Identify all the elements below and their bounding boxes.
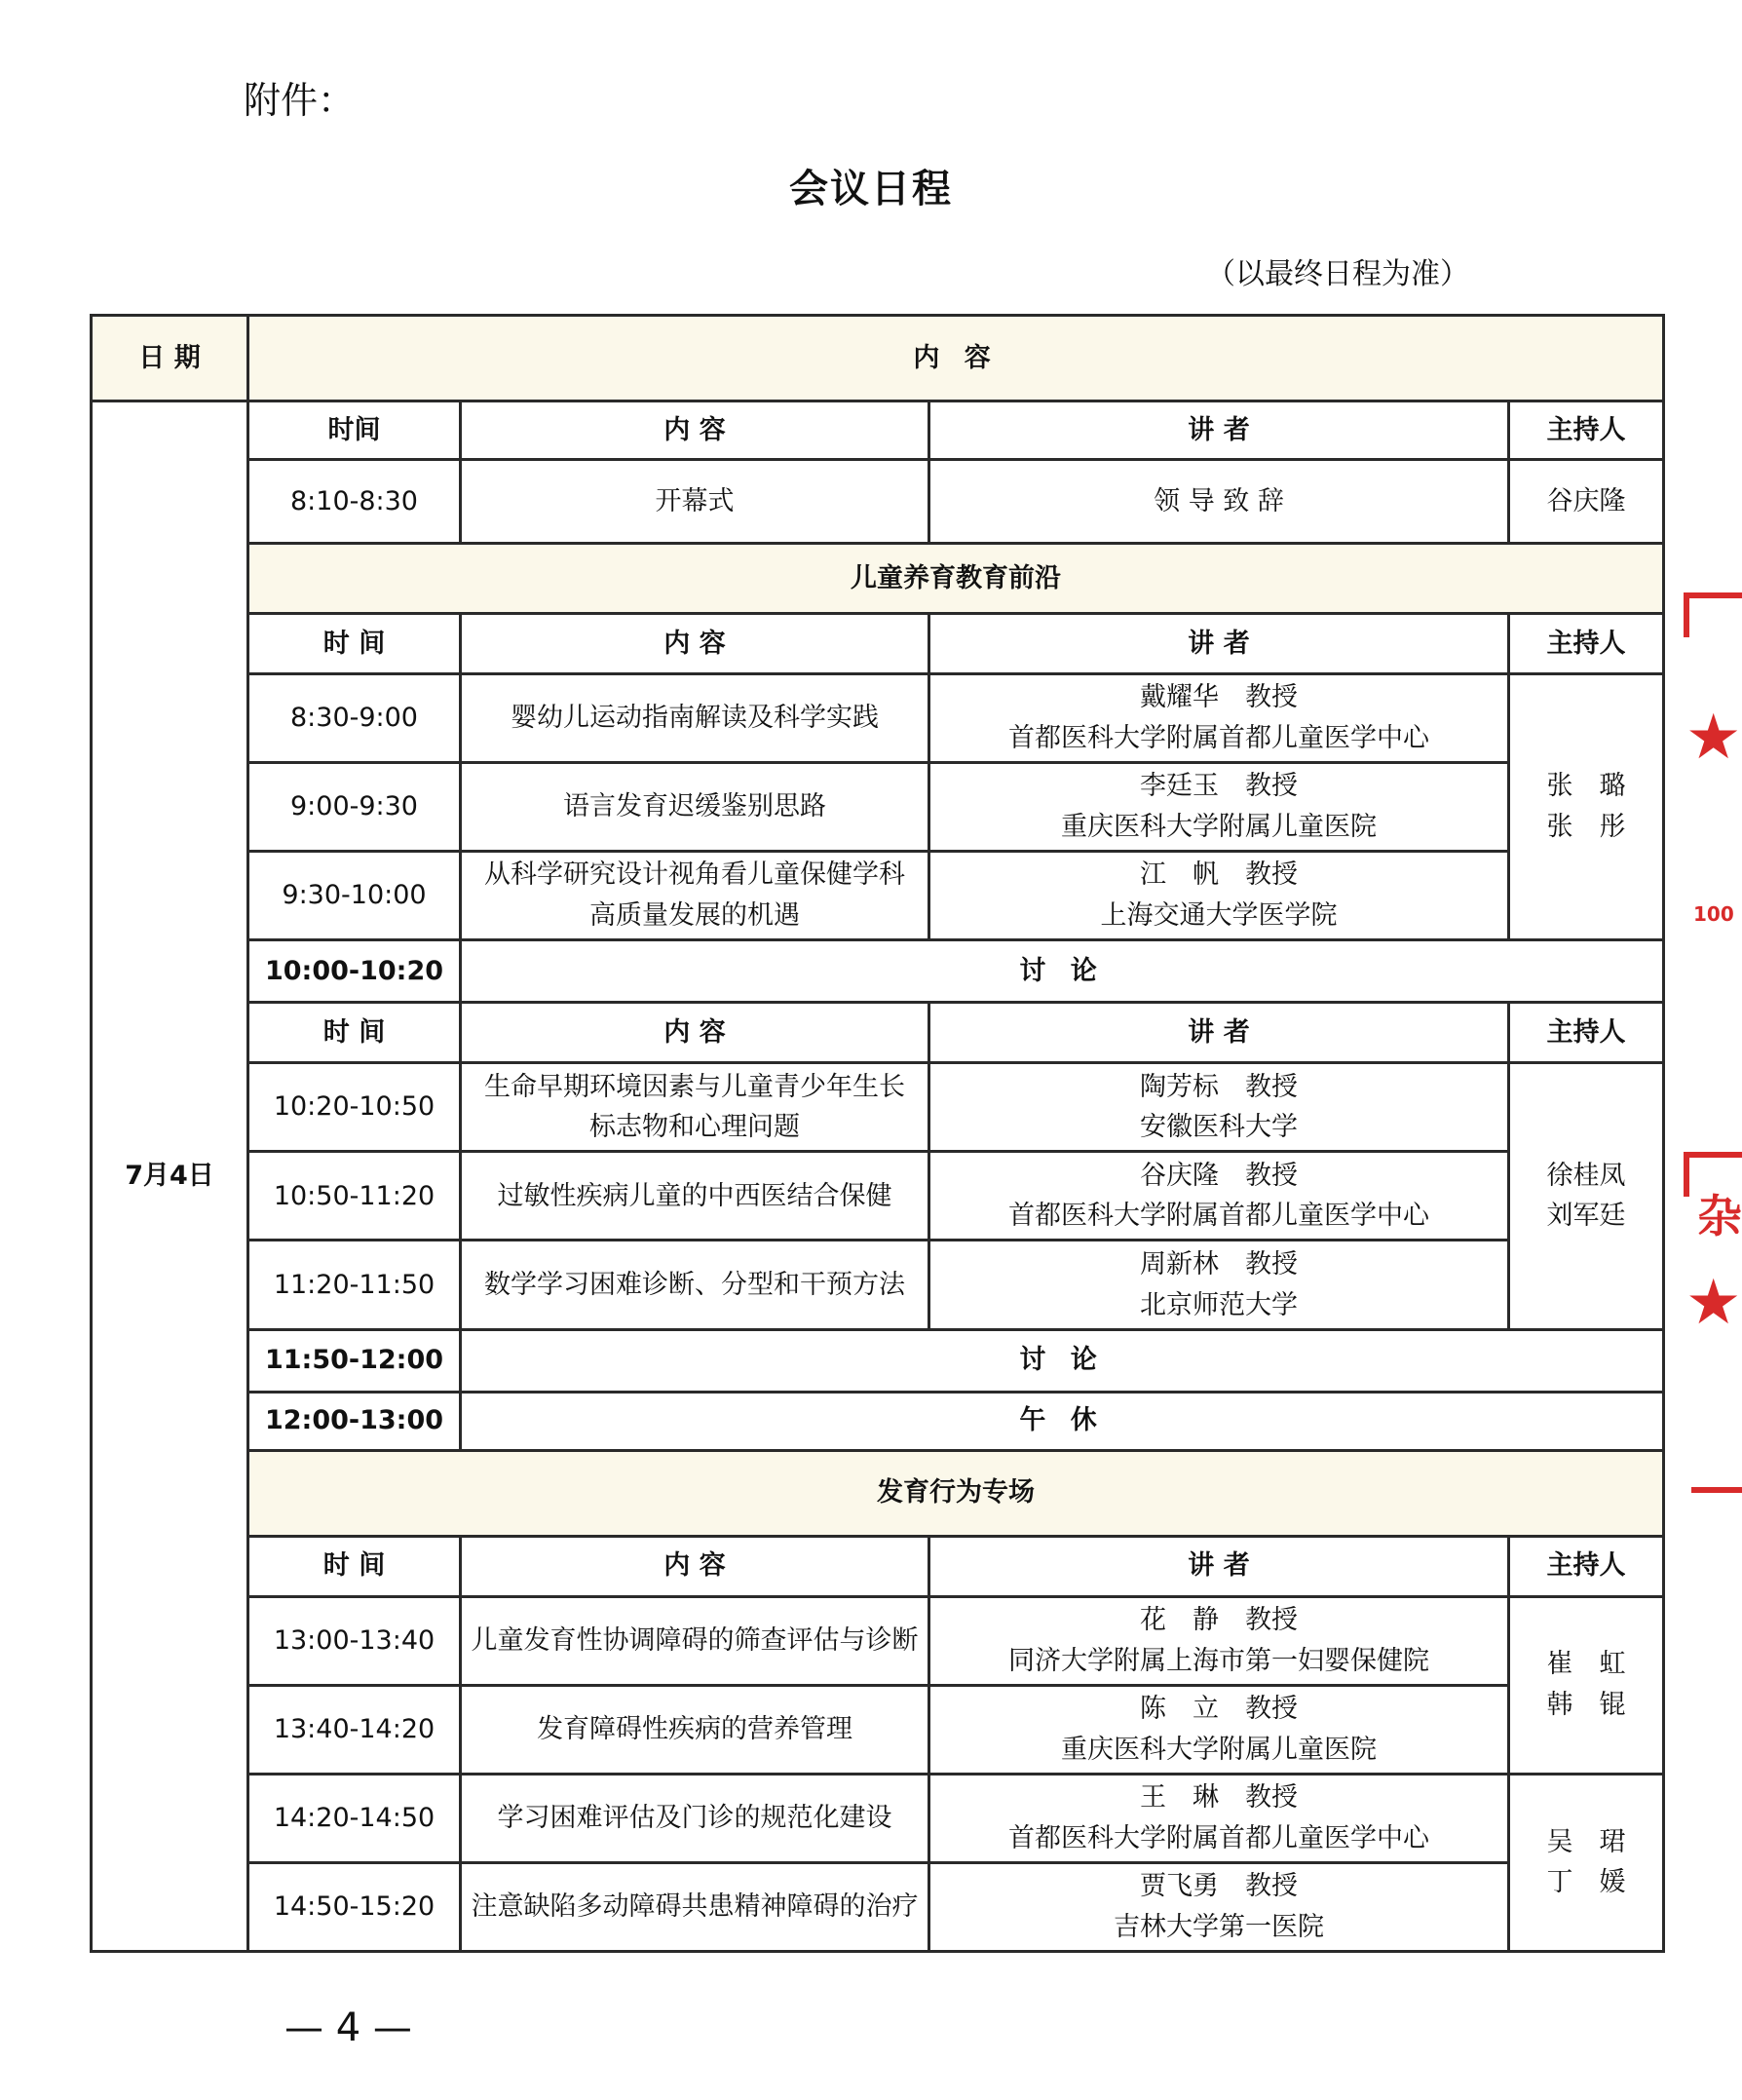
time-cell: 8:10-8:30 (248, 460, 461, 544)
section-row (92, 544, 1664, 614)
host-cell (1509, 1596, 1664, 1774)
speaker-org: 同济大学附属上海市第一妇婴保健院 (1008, 1645, 1429, 1676)
speaker-cell (929, 852, 1509, 940)
host-name: 韩 锟 (1546, 1690, 1626, 1721)
column-header-row (92, 614, 1664, 674)
host-name: 刘军廷 (1546, 1201, 1626, 1232)
speaker-name: 花 静 教授 (1140, 1604, 1298, 1635)
speaker-name: 江 帆 教授 (1140, 859, 1298, 891)
column-header-row (92, 1003, 1664, 1063)
host-name: 吴 珺 (1546, 1826, 1626, 1857)
speaker-name: 贾飞勇 教授 (1140, 1871, 1298, 1902)
section-row (92, 1450, 1664, 1536)
col-speaker: 讲 者 (929, 614, 1509, 674)
content-line: 从科学研究设计视角看儿童保健学科 (484, 859, 905, 891)
time-cell: 10:20-10:50 (248, 1063, 461, 1152)
speaker-org: 上海交通大学医学院 (1100, 900, 1338, 932)
speaker-name: 谷庆隆 教授 (1140, 1160, 1298, 1191)
host-cell: 谷庆隆 (1509, 460, 1664, 544)
seal-number: 100 (1693, 902, 1734, 926)
speaker-cell (929, 674, 1509, 763)
col-speaker: 讲 者 (929, 1003, 1509, 1063)
host-name: 张 璐 (1546, 771, 1626, 802)
content-cell: 过敏性疾病儿童的中西医结合保健 (461, 1152, 929, 1241)
table-row (92, 852, 1664, 940)
break-label: 讨 论 (461, 1329, 1664, 1392)
speaker-org: 首都医科大学附属首都儿童医学中心 (1008, 1201, 1429, 1232)
star-icon: ★ (1685, 1267, 1742, 1339)
break-label: 讨 论 (461, 940, 1664, 1003)
col-host: 主持人 (1509, 1003, 1664, 1063)
table-row (92, 1862, 1664, 1951)
time-cell: 9:30-10:00 (248, 852, 461, 940)
host-name: 张 彤 (1546, 812, 1626, 843)
break-row (92, 1392, 1664, 1450)
speaker-name: 戴耀华 教授 (1140, 682, 1298, 713)
col-host: 主持人 (1509, 614, 1664, 674)
table-row (92, 1241, 1664, 1329)
date-cell: 7月4日 (92, 401, 248, 1952)
time-cell: 10:00-10:20 (248, 940, 461, 1003)
speaker-name: 陈 立 教授 (1140, 1693, 1298, 1724)
time-cell: 12:00-13:00 (248, 1392, 461, 1450)
table-row (92, 763, 1664, 852)
host-cell (1509, 1063, 1664, 1329)
speaker-org: 安徽医科大学 (1140, 1112, 1298, 1143)
time-cell: 11:20-11:50 (248, 1241, 461, 1329)
col-speaker: 讲 者 (929, 1536, 1509, 1596)
speaker-cell: 领 导 致 辞 (929, 460, 1509, 544)
content-line: 生命早期环境因素与儿童青少年生长 (484, 1071, 905, 1102)
table-row (92, 1774, 1664, 1862)
speaker-cell (929, 1685, 1509, 1774)
speaker-name: 王 琳 教授 (1140, 1781, 1298, 1813)
speaker-org: 重庆医科大学附属儿童医院 (1061, 812, 1377, 843)
col-time: 时间 (248, 401, 461, 460)
page-title: 会议日程 (789, 167, 953, 211)
content-cell: 学习困难评估及门诊的规范化建设 (461, 1774, 929, 1862)
time-cell: 13:40-14:20 (248, 1685, 461, 1774)
content-cell: 发育障碍性疾病的营养管理 (461, 1685, 929, 1774)
col-time: 时 间 (248, 1003, 461, 1063)
speaker-cell (929, 1063, 1509, 1152)
host-name: 崔 虹 (1546, 1649, 1626, 1680)
time-cell: 8:30-9:00 (248, 674, 461, 763)
page-number: — 4 — (284, 2005, 412, 2050)
speaker-cell (929, 1152, 1509, 1241)
table-row (92, 460, 1664, 544)
schedule-table (90, 314, 1665, 1953)
col-host: 主持人 (1509, 1536, 1664, 1596)
break-row (92, 1329, 1664, 1392)
speaker-name: 陶芳标 教授 (1140, 1071, 1298, 1102)
host-name: 丁 媛 (1546, 1867, 1626, 1898)
content-cell: 数学学习困难诊断、分型和干预方法 (461, 1241, 929, 1329)
section-title: 儿童养育教育前沿 (248, 544, 1664, 614)
table-row (92, 674, 1664, 763)
col-time: 时 间 (248, 614, 461, 674)
attachment-label: 附件： (244, 79, 356, 122)
table-row (92, 1596, 1664, 1685)
content-cell: 婴幼儿运动指南解读及科学实践 (461, 674, 929, 763)
col-content: 内 容 (461, 401, 929, 460)
date-header: 日 期 (92, 316, 248, 401)
col-speaker: 讲 者 (929, 401, 1509, 460)
time-cell: 10:50-11:20 (248, 1152, 461, 1241)
time-cell: 13:00-13:40 (248, 1596, 461, 1685)
time-cell: 14:20-14:50 (248, 1774, 461, 1862)
content-cell: 儿童发育性协调障碍的筛查评估与诊断 (461, 1596, 929, 1685)
break-row (92, 940, 1664, 1003)
column-header-row (92, 1536, 1664, 1596)
col-content: 内 容 (461, 1536, 929, 1596)
host-cell (1509, 674, 1664, 940)
speaker-org: 北京师范大学 (1140, 1289, 1298, 1320)
content-line: 标志物和心理问题 (589, 1112, 800, 1143)
seal-char: 杂 (1697, 1190, 1742, 1242)
col-host: 主持人 (1509, 401, 1664, 460)
table-row (92, 1685, 1664, 1774)
column-header-row (92, 401, 1664, 460)
col-content: 内 容 (461, 614, 929, 674)
seal-bracket-bottom (1691, 1487, 1742, 1493)
col-time: 时 间 (248, 1536, 461, 1596)
content-cell (461, 1063, 929, 1152)
speaker-cell (929, 1241, 1509, 1329)
speaker-org: 重庆医科大学附属儿童医院 (1061, 1734, 1377, 1765)
content-line: 高质量发展的机遇 (589, 900, 800, 932)
content-cell: 注意缺陷多动障碍共患精神障碍的治疗 (461, 1862, 929, 1951)
speaker-name: 李廷玉 教授 (1140, 771, 1298, 802)
speaker-org: 吉林大学第一医院 (1114, 1911, 1324, 1942)
speaker-cell (929, 763, 1509, 852)
speaker-cell (929, 1596, 1509, 1685)
content-cell (461, 852, 929, 940)
time-cell: 14:50-15:20 (248, 1862, 461, 1951)
table-row (92, 1063, 1664, 1152)
time-cell: 9:00-9:30 (248, 763, 461, 852)
table-header-row (92, 316, 1664, 401)
speaker-org: 首都医科大学附属首都儿童医学中心 (1008, 1822, 1429, 1853)
content-header: 内 容 (248, 316, 1664, 401)
speaker-cell (929, 1862, 1509, 1951)
section-title: 发育行为专场 (248, 1450, 1664, 1536)
star-icon: ★ (1685, 702, 1742, 774)
speaker-name: 周新林 教授 (1140, 1248, 1298, 1279)
content-cell: 语言发育迟缓鉴别思路 (461, 763, 929, 852)
col-content: 内 容 (461, 1003, 929, 1063)
speaker-cell (929, 1774, 1509, 1862)
content-cell: 开幕式 (461, 460, 929, 544)
schedule-note: （以最终日程为准） (1206, 257, 1469, 291)
host-cell (1509, 1774, 1664, 1951)
time-cell: 11:50-12:00 (248, 1329, 461, 1392)
table-row (92, 1152, 1664, 1241)
speaker-org: 首都医科大学附属首都儿童医学中心 (1008, 723, 1429, 754)
lunch-label: 午 休 (461, 1392, 1664, 1450)
host-name: 徐桂凤 (1546, 1160, 1626, 1191)
